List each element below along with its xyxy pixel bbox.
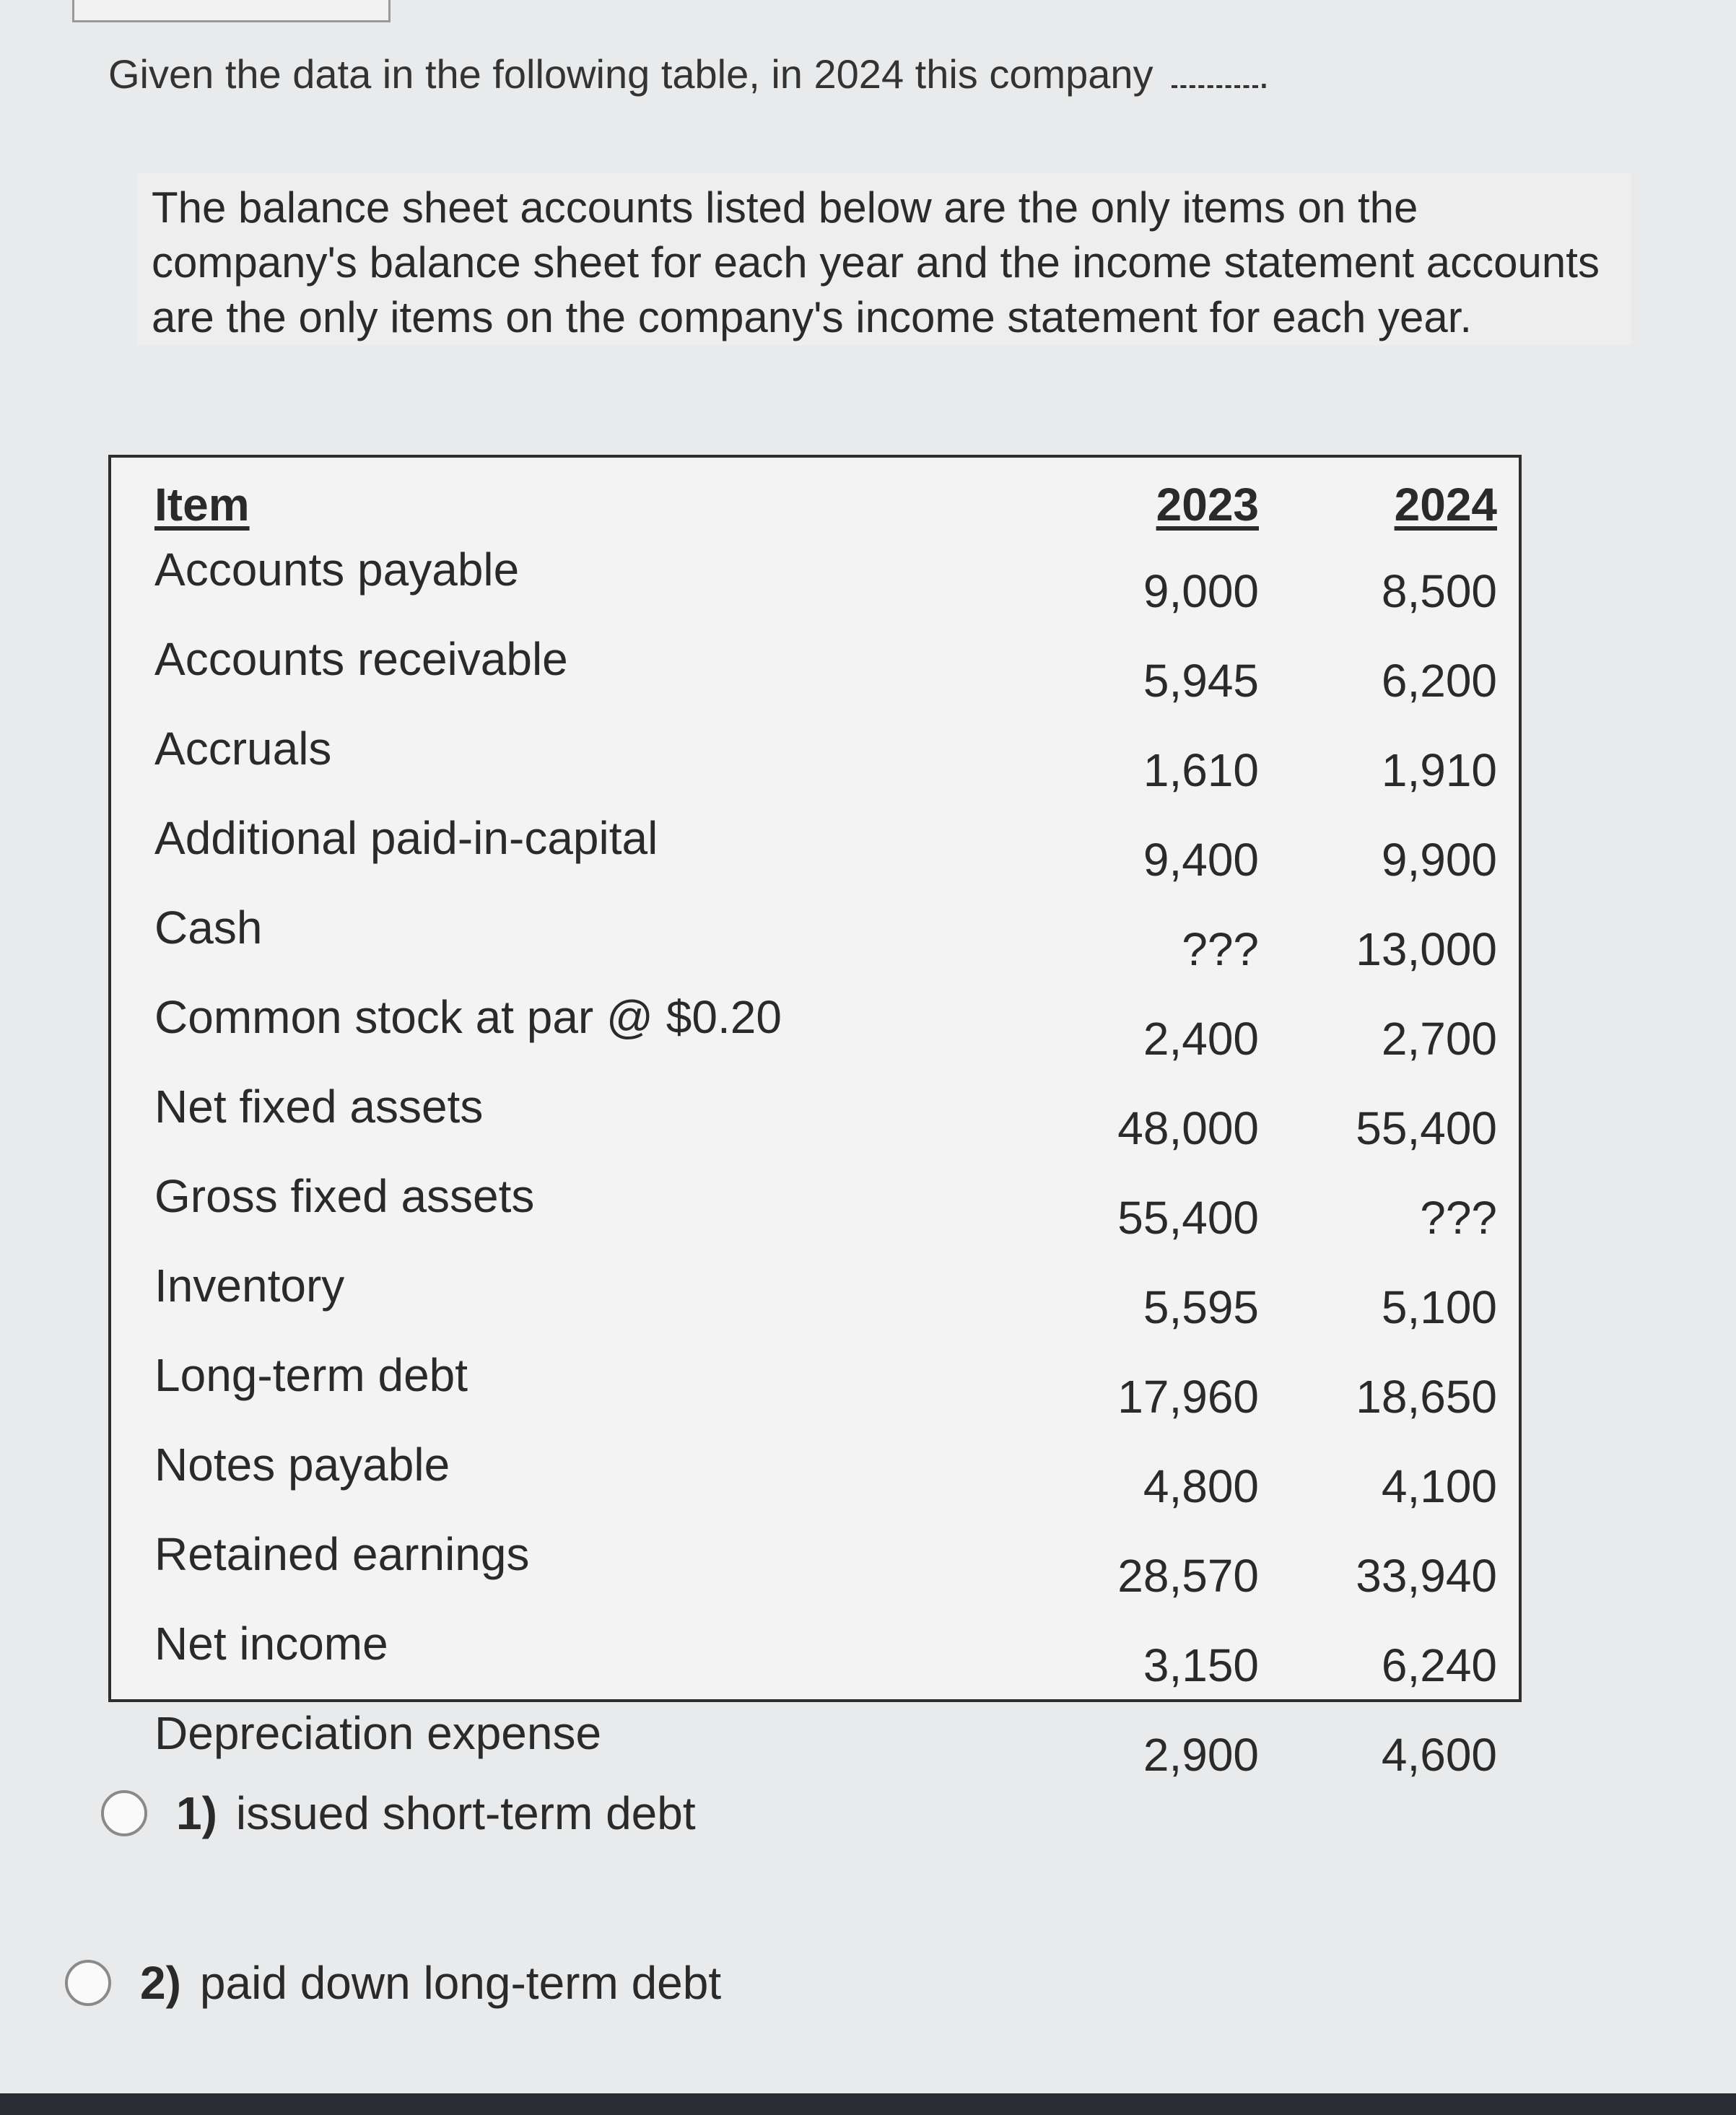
- table-header-row: [111, 458, 1519, 537]
- cell-2024: 4,600: [1381, 1729, 1497, 1781]
- table-row: [111, 1164, 1519, 1253]
- cell-item: Common stock at par @ $0.20: [154, 991, 782, 1043]
- table-row: [111, 716, 1519, 806]
- cell-item: Net fixed assets: [154, 1081, 484, 1133]
- cell-2023: 9,400: [1143, 834, 1259, 886]
- cell-2023: 1,610: [1143, 744, 1259, 796]
- cell-2024: 9,900: [1381, 834, 1497, 886]
- cell-2023: ???: [1182, 923, 1259, 975]
- table-row: [111, 985, 1519, 1074]
- question-text: Given the data in the following table, in 2024 this company: [108, 51, 1153, 97]
- table-row: [111, 537, 1519, 627]
- cell-2023: 9,000: [1143, 565, 1259, 617]
- table-row: [111, 1253, 1519, 1343]
- cell-2023: 2,400: [1143, 1013, 1259, 1065]
- table-row: [111, 806, 1519, 895]
- header-item: Item: [154, 479, 250, 531]
- cell-2023: 55,400: [1117, 1192, 1259, 1244]
- intro-text: The balance sheet accounts listed below are the only items on the company's balance sheet for each year and the income statement accounts are the only items on the company's income statement for each year.: [152, 183, 1600, 341]
- table-row: [111, 627, 1519, 716]
- cell-2023: 3,150: [1143, 1639, 1259, 1691]
- cell-2024: 6,240: [1381, 1639, 1497, 1691]
- cell-2023: 2,900: [1143, 1729, 1259, 1781]
- cell-item: Accruals: [154, 723, 332, 775]
- cell-item: Additional paid-in-capital: [154, 812, 658, 864]
- question-prompt: Given the data in the following table, in 2024 this company .: [108, 51, 1270, 97]
- header-2024: 2024: [1394, 479, 1497, 531]
- cell-item: Cash: [154, 902, 263, 954]
- answer-blank: [1172, 85, 1258, 88]
- table-row: [111, 1701, 1519, 1790]
- cell-2023: 4,800: [1143, 1460, 1259, 1512]
- cell-item: Accounts receivable: [154, 633, 568, 685]
- radio-option-1[interactable]: [101, 1790, 147, 1836]
- data-table: [111, 458, 1519, 1790]
- cell-item: Gross fixed assets: [154, 1170, 535, 1222]
- cell-2024: 2,700: [1381, 1013, 1497, 1065]
- cell-2024: 55,400: [1356, 1102, 1497, 1154]
- table-row: [111, 1432, 1519, 1522]
- cell-2024: 8,500: [1381, 565, 1497, 617]
- cell-2024: ???: [1420, 1192, 1497, 1244]
- cell-item: Net income: [154, 1618, 388, 1670]
- option-2-number: 2): [140, 1957, 181, 2009]
- cell-2024: 33,940: [1356, 1550, 1497, 1602]
- cell-2023: 28,570: [1117, 1550, 1259, 1602]
- cell-2023: 17,960: [1117, 1371, 1259, 1423]
- cell-2024: 4,100: [1381, 1460, 1497, 1512]
- cell-2024: 5,100: [1381, 1281, 1497, 1333]
- table-row: [111, 1522, 1519, 1611]
- cell-item: Depreciation expense: [154, 1707, 602, 1759]
- question-body: [137, 173, 1631, 345]
- option-1[interactable]: [101, 1787, 696, 1840]
- cell-2024: 13,000: [1356, 923, 1497, 975]
- option-1-label: issued short-term debt: [235, 1787, 696, 1839]
- cell-item: Long-term debt: [154, 1349, 468, 1401]
- header-2023: 2023: [1156, 479, 1259, 531]
- table-body: [111, 537, 1519, 1790]
- cell-2024: 18,650: [1356, 1371, 1497, 1423]
- cell-2023: 5,945: [1143, 655, 1259, 707]
- top-tab[interactable]: [72, 0, 391, 22]
- radio-option-2[interactable]: [65, 1960, 111, 2006]
- financial-table: [108, 455, 1522, 1781]
- cell-2023: 5,595: [1143, 1281, 1259, 1333]
- option-1-number: 1): [176, 1787, 217, 1839]
- table-row: [111, 1611, 1519, 1701]
- cell-2023: 48,000: [1117, 1102, 1259, 1154]
- table-row: [111, 1343, 1519, 1432]
- cell-2024: 1,910: [1381, 744, 1497, 796]
- bottom-bar: [0, 2093, 1736, 2115]
- table-row: [111, 895, 1519, 985]
- cell-item: Notes payable: [154, 1439, 450, 1491]
- cell-2024: 6,200: [1381, 655, 1497, 707]
- cell-item: Inventory: [154, 1260, 345, 1312]
- cell-item: Accounts payable: [154, 544, 520, 596]
- cell-item: Retained earnings: [154, 1528, 530, 1580]
- option-2[interactable]: [65, 1956, 721, 2010]
- option-2-label: paid down long-term debt: [199, 1957, 722, 2009]
- table-row: [111, 1074, 1519, 1164]
